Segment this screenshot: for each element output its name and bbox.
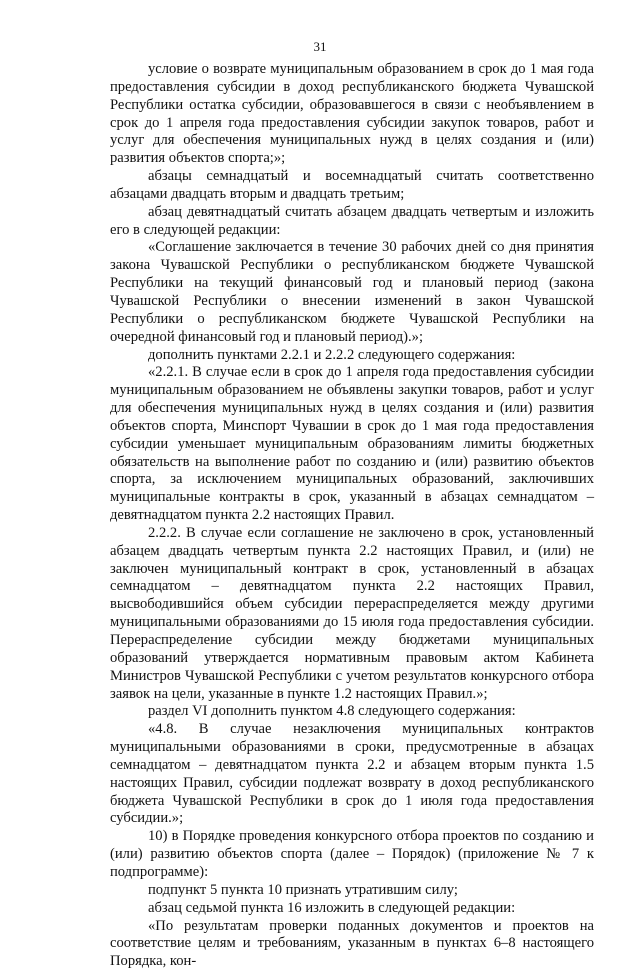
document-body bbox=[110, 61, 594, 971]
paragraph: дополнить пунктами 2.2.1 и 2.2.2 следующего содержания: bbox=[110, 347, 594, 365]
page-number: 31 bbox=[0, 39, 640, 55]
paragraph: 10) в Порядке проведения конкурсного отбора проектов по созданию и (или) развитию объектов спорта (далее – Порядок) (приложение № 7 к подпрограмме): bbox=[110, 828, 594, 882]
paragraph: абзац седьмой пункта 16 изложить в следующей редакции: bbox=[110, 900, 594, 918]
paragraph: условие о возврате муниципальным образованием в срок до 1 мая года предоставления субсидии в доход республиканского бюджета Чувашской Республики остатка субсидии, образовавшегося в связи с необъявлением в срок до 1 апреля года предоставления субсидии закупок товаров, работ и услуг для обеспечения муниципальных нужд в целях создания и (или) развития объектов спорта;»; bbox=[110, 61, 594, 168]
paragraph: раздел VI дополнить пунктом 4.8 следующего содержания: bbox=[110, 703, 594, 721]
paragraph: «2.2.1. В случае если в срок до 1 апреля года предоставления субсидии муниципальным образованием не объявлены закупки товаров, работ и услуг для обеспечения муниципальных нужд в целях создания и (или) развития объектов спорта, Минспорт Чувашии в срок до 1 мая года предоставления субсидии уменьшает муниципальным образованиям лимиты бюджетных обязательств на выполнение работ по созданию и (или) развитию объектов спорта, за исключением муниципальных образований, заключивших муниципальные контракты в срок, указанный в абзацах семнадцатом – девятнадцатом пункта 2.2 настоящих Правил. bbox=[110, 364, 594, 525]
paragraph: «4.8. В случае незаключения муниципальных контрактов муниципальными образованиями в сроки, предусмотренные в абзацах семнадцатом – девятнадцатом пункта 2.2 и абзацем вторым пункта 1.5 настоящих Правил, субсидии подлежат возврату в доход республиканского бюджета Чувашской Республики в срок до 1 июля года предоставления субсидии.»; bbox=[110, 721, 594, 828]
paragraph: «Соглашение заключается в течение 30 рабочих дней со дня принятия закона Чувашской Республики о республиканском бюджете Чувашской Республики на текущий финансовый год и плановый период (закона Чувашской Республики о внесении изменений в закон Чувашской Республики о республиканском бюджете Чувашской Республики на очередной финансовый год и плановый период).»; bbox=[110, 239, 594, 346]
paragraph: абзацы семнадцатый и восемнадцатый считать соответственно абзацами двадцать вторым и двадцать третьим; bbox=[110, 168, 594, 204]
paragraph: подпункт 5 пункта 10 признать утратившим силу; bbox=[110, 882, 594, 900]
paragraph: 2.2.2. В случае если соглашение не заключено в срок, установленный абзацем двадцать четвертым пункта 2.2 настоящих Правил, и (или) не заключен муниципальный контракт в срок, установленный в абзацах семнадцатом – девятнадцатом пункта 2.2 настоящих Правил, высвободившийся объем субсидии перераспределяется между другими муниципальными образованиями до 15 июля года предоставления субсидии. Перераспределение субсидии между бюджетами муниципальных образований утверждается нормативным правовым актом Кабинета Министров Чувашской Республики с учетом результатов конкурсного отбора заявок на цели, указанные в пункте 1.2 настоящих Правил.»; bbox=[110, 525, 594, 703]
paragraph: «По результатам проверки поданных документов и проектов на соответствие целям и требованиям, указанным в пунктах 6–8 настоящего Порядка, кон- bbox=[110, 918, 594, 971]
paragraph: абзац девятнадцатый считать абзацем двадцать четвертым и изложить его в следующей редакции: bbox=[110, 204, 594, 240]
